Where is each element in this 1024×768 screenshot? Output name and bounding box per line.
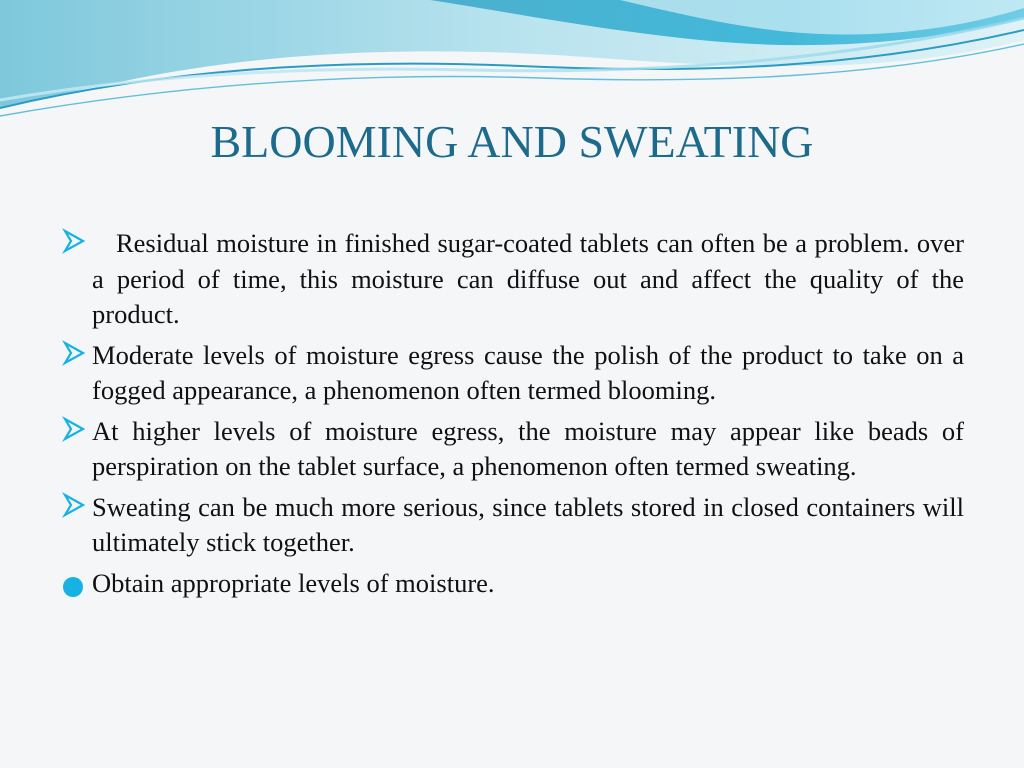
chevron-arrow-icon bbox=[62, 340, 86, 366]
bullet-list bbox=[62, 226, 964, 606]
header-wave-decoration bbox=[0, 0, 1024, 130]
bullet-item bbox=[62, 338, 964, 409]
slide-title: BLOOMING AND SWEATING bbox=[210, 116, 814, 167]
bullet-text: Sweating can be much more serious, since tablets stored in closed containers will ultimately stick together. bbox=[92, 491, 964, 557]
bullet-text: Moderate levels of moisture egress cause the polish of the product to take on a fogged appearance, a phenomenon often termed blooming. bbox=[92, 339, 964, 405]
round-dot-icon bbox=[62, 568, 86, 594]
bullet-item bbox=[62, 566, 964, 602]
bullet-item bbox=[62, 490, 964, 561]
bullet-text: Residual moisture in finished sugar-coated tablets can often be a problem. over a period of time, this moisture can diffuse out and affect the quality of the product. bbox=[92, 228, 964, 329]
bullet-item bbox=[62, 414, 964, 485]
bullet-text: At higher levels of moisture egress, the moisture may appear like beads of perspiration on the tablet surface, a phenomenon often termed sweating. bbox=[92, 415, 964, 481]
bullet-item bbox=[62, 226, 964, 333]
bullet-text: Obtain appropriate levels of moisture. bbox=[92, 567, 495, 598]
chevron-arrow-icon bbox=[62, 492, 86, 518]
chevron-arrow-icon bbox=[62, 228, 86, 254]
chevron-arrow-icon bbox=[62, 416, 86, 442]
